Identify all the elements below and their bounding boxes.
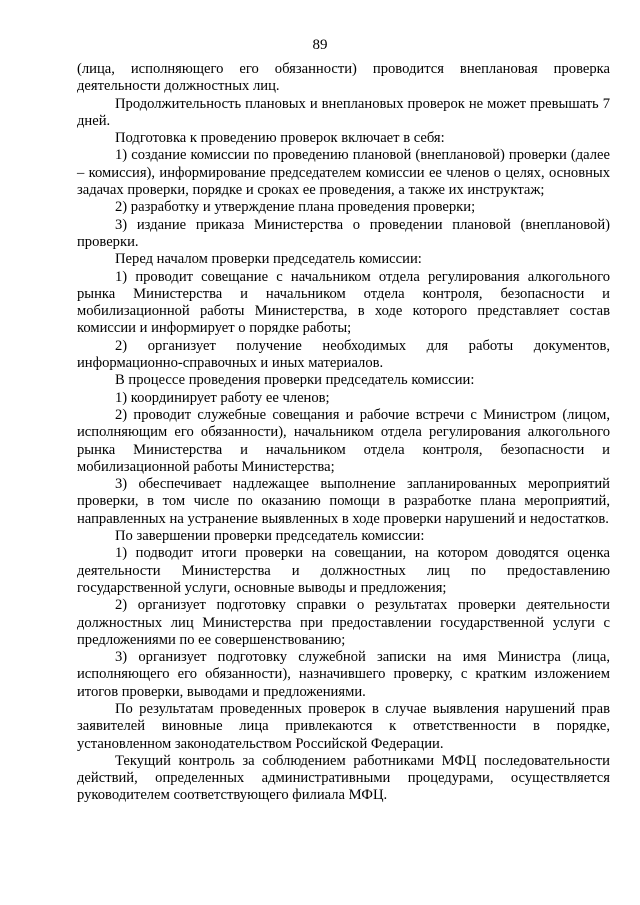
list-item: 3) издание приказа Министерства о проведении плановой (внеплановой) проверки. [77,216,610,250]
paragraph: В процессе проведения проверки председатель комиссии: [115,372,475,389]
list-item: 3) обеспечивает надлежащее выполнение запланированных мероприятий проверки, в том числе по оказанию помощи в разработке плана мероприятий, направленных на устранение выявленных в ходе проверки нарушений и недостатков. [77,476,610,527]
paragraph: Текущий контроль за соблюдением работниками МФЦ последовательности действий, определенных административными процедурами, осуществляется руководителем соответствующего филиала МФЦ. [77,752,610,804]
list-item: 1) проводит совещание с начальником отдела регулирования алкогольного рынка Министерства и начальником отдела контроля, безопасности и мобилизационной работы Министерства, в ходе которого представляет состав комиссии и информирует о порядке работы; [77,268,610,337]
list-item: 1) подводит итоги проверки на совещании, на котором доводятся оценка деятельности Министерства и должностных лиц по предоставлению государственной услуги, основные выводы и предложения; [77,545,610,596]
paragraph: Подготовка к проведению проверок включает в себя: [115,130,445,147]
paragraph: (лица, исполняющего его обязанности) проводится внеплановая проверка деятельности должностных лиц. [77,61,610,95]
paragraph: По результатам проведенных проверок в случае выявления нарушений прав заявителей виновные лица привлекаются к ответственности в порядке, установленном законодательством Российской Федерации. [77,700,610,752]
paragraph: Перед началом проверки председатель комиссии: [115,251,422,268]
paragraph: По завершении проверки председатель комиссии: [115,528,425,545]
list-item: 3) организует подготовку служебной записки на имя Министра (лица, исполняющего его обязанности), назначившего проверку, с кратким изложением итогов проверки, выводами и предложениями. [77,649,610,700]
paragraph: Продолжительность плановых и внеплановых проверок не может превышать 7 дней. [77,95,610,129]
list-item: 1) создание комиссии по проведению плановой (внеплановой) проверки (далее – комиссия), информирование председателем комиссии ее членов о целях, основных задачах проверки, порядке и сроках ее проведения, а также их инструктаж; [77,147,610,199]
document-body [77,61,610,805]
list-item: 1) координирует работу ее членов; [115,389,330,406]
list-item: 2) организует получение необходимых для работы документов, информационно-справочных и иных материалов. [77,337,610,372]
list-item: 2) разработку и утверждение плана проведения проверки; [115,199,476,216]
page-number: 89 [312,37,328,53]
list-item: 2) организует подготовку справки о результатах проверки деятельности должностных лиц Министерства при предоставлении государственной услуги с предложениями по ее совершенствованию; [77,597,610,648]
list-item: 2) проводит служебные совещания и рабочие встречи с Министром (лицом, исполняющим его обязанности), начальником отдела регулирования алкогольного рынка Министерства и начальником отдела контроля, безопасности и мобилизационной работы Министерства; [77,406,610,475]
